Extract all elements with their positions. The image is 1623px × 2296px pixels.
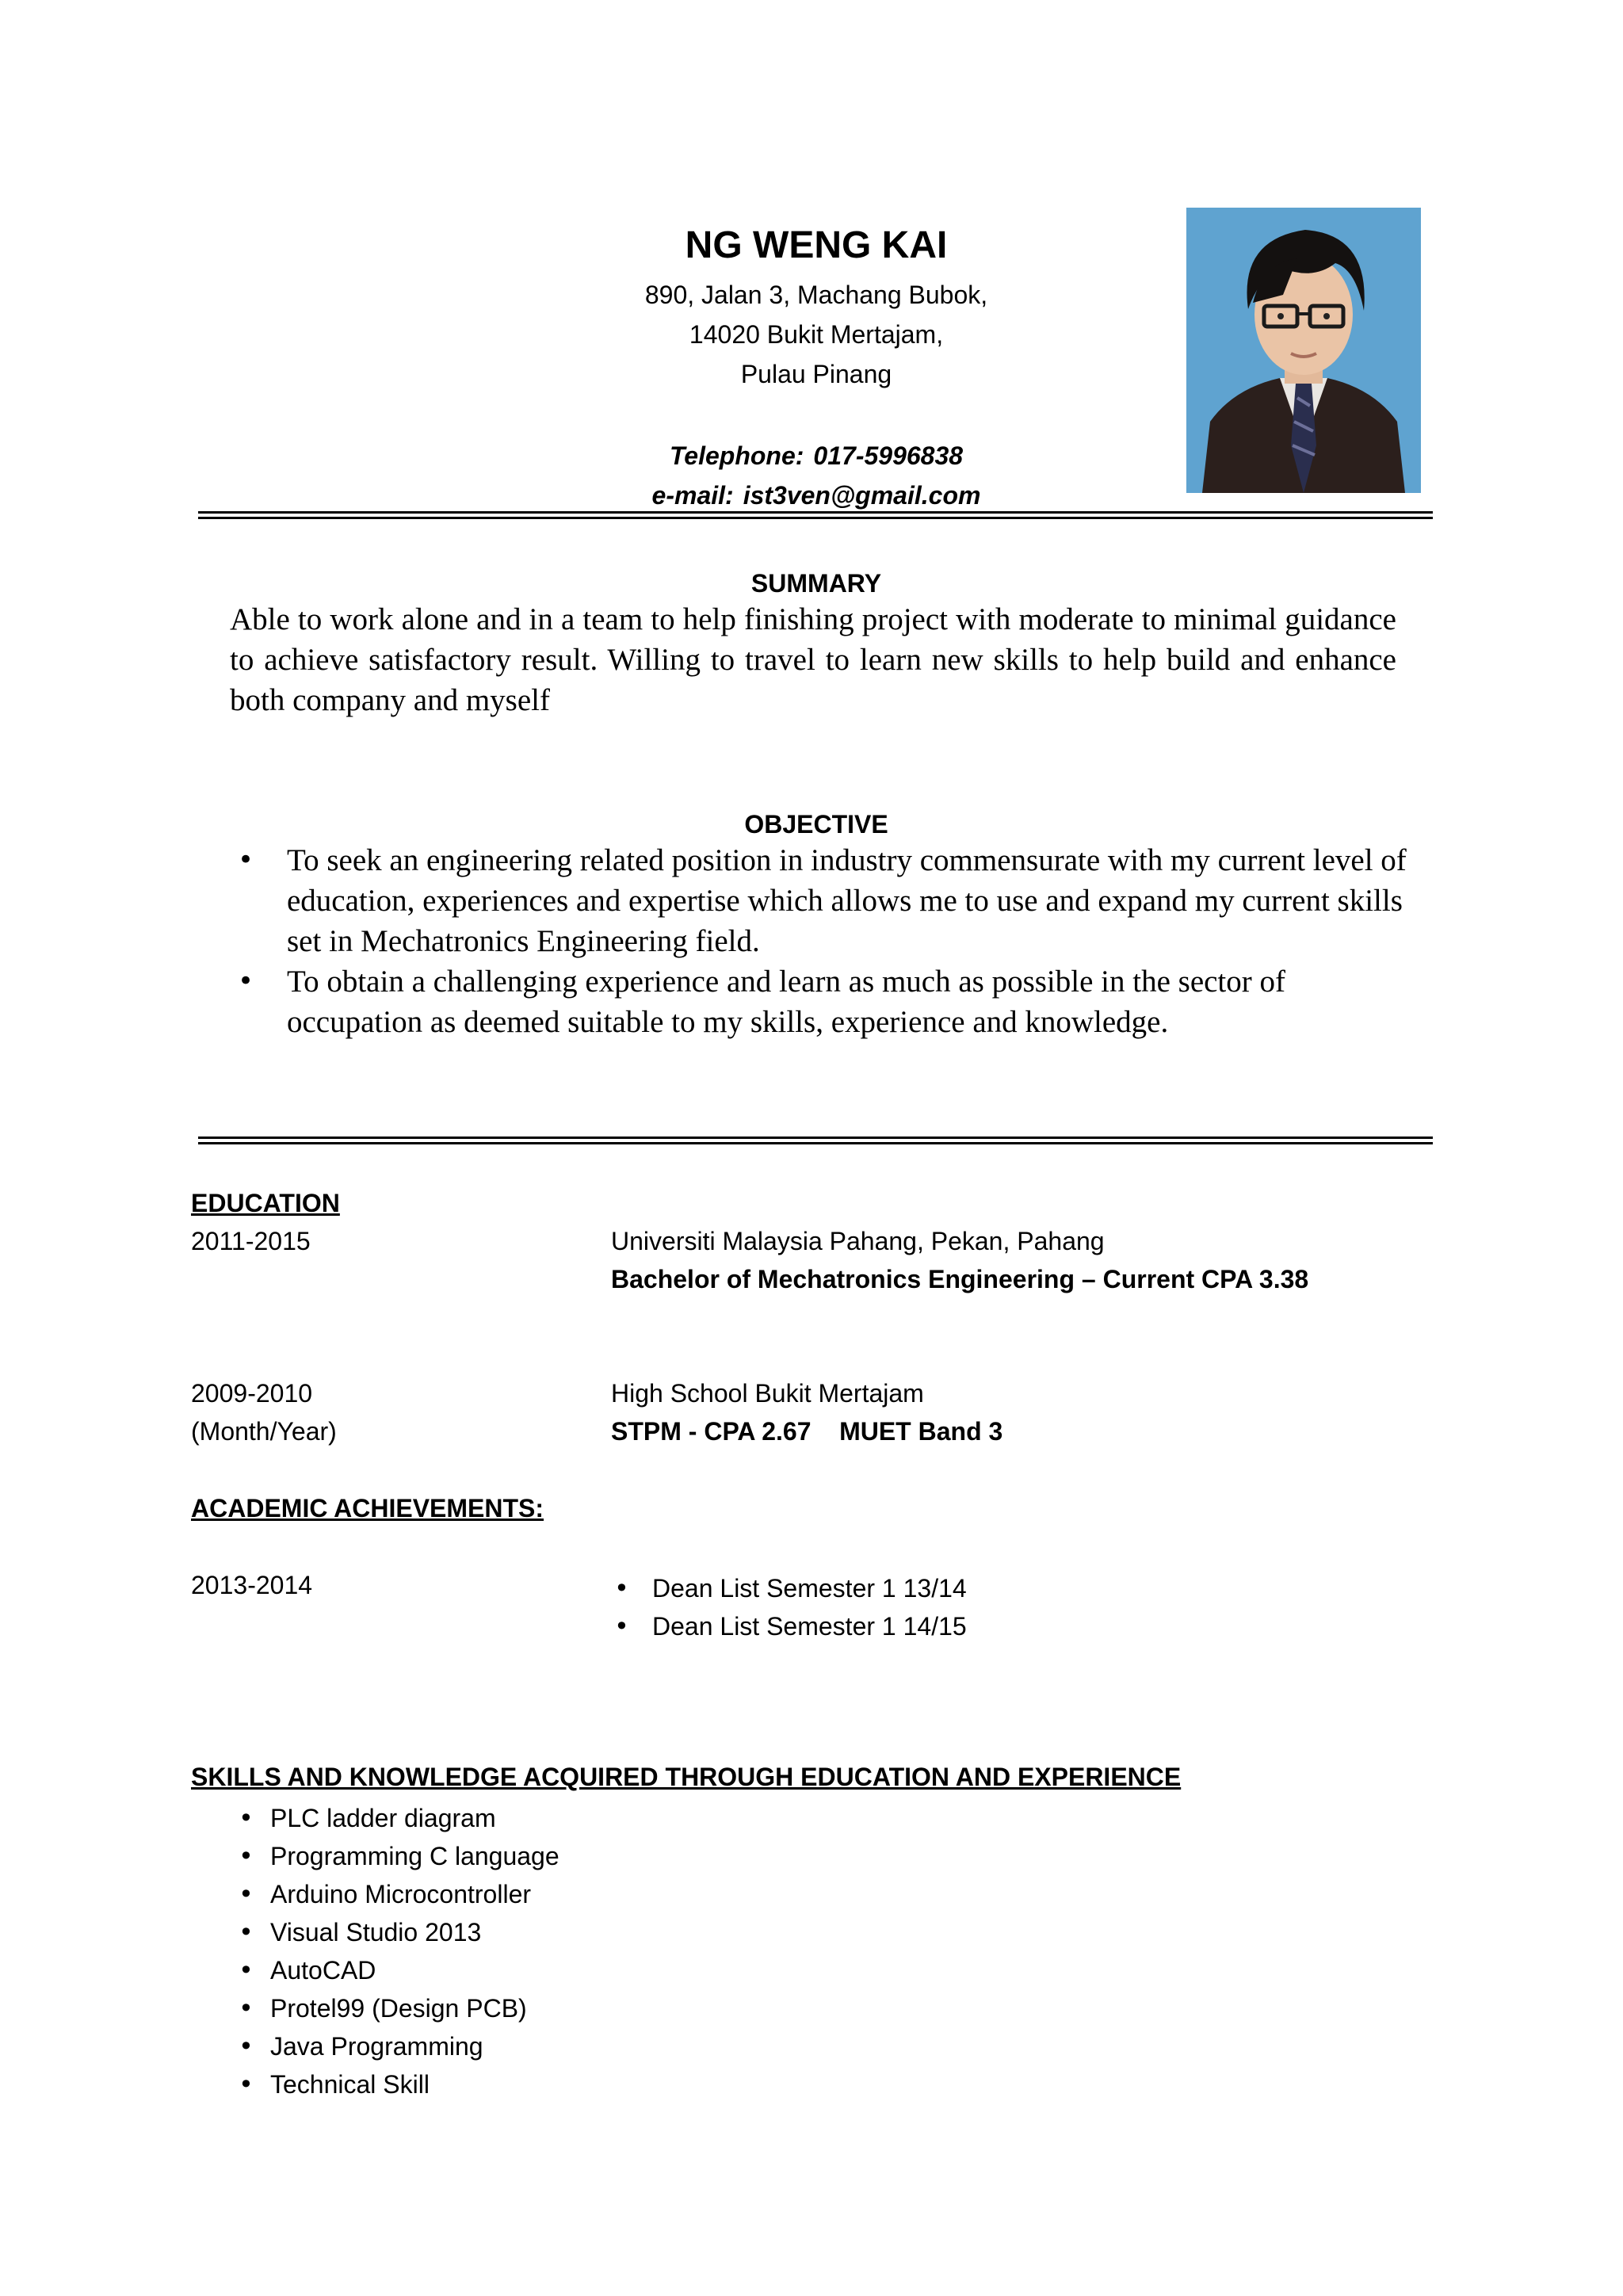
education-institution: Universiti Malaysia Pahang, Pekan, Pahang [611, 1227, 1105, 1255]
address-line-2: 14020 Bukit Mertajam, [689, 320, 944, 349]
profile-photo [1186, 208, 1421, 493]
telephone-label: Telephone: [669, 441, 804, 470]
email-label: e-mail: [651, 481, 734, 510]
objective-item: • To seek an engineering related position in industry commensurate with my current level of education, experiences and expertise which allows me to use and expand my current skills set in Mechatronics Engineering field. [230, 840, 1412, 961]
achievement-item: • Dean List Semester 1 14/15 [611, 1607, 967, 1645]
skills-heading: SKILLS AND KNOWLEDGE ACQUIRED THROUGH EDUCATION AND EXPERIENCE [191, 1763, 1182, 1791]
skill-item: • Programming C language [239, 1837, 559, 1875]
section-divider [198, 1137, 1433, 1144]
address-line-1: 890, Jalan 3, Machang Bubok, [644, 281, 988, 309]
education-date-note: (Month/Year) [191, 1417, 337, 1446]
achievements-heading: ACADEMIC ACHIEVEMENTS: [191, 1494, 544, 1522]
education-detail: Bachelor of Mechatronics Engineering – Current CPA 3.38 [611, 1265, 1309, 1293]
skill-item: • Java Programming [239, 2027, 559, 2065]
objective-list [230, 840, 1419, 1042]
header-divider [198, 511, 1433, 519]
objective-item: • To obtain a challenging experience and learn as much as possible in the sector of occupation as deemed suitable to my skills, experience and knowledge. [230, 961, 1412, 1042]
skills-list [239, 1799, 559, 2103]
summary-heading: SUMMARY [750, 569, 882, 598]
skill-item: • Technical Skill [239, 2065, 559, 2103]
resume-name: NG WENG KAI [685, 224, 948, 266]
email-value: ist3ven@gmail.com [743, 481, 981, 510]
achievement-item: • Dean List Semester 1 13/14 [611, 1569, 967, 1607]
address-line-3: Pulau Pinang [740, 360, 892, 388]
skill-item: • Protel99 (Design PCB) [239, 1989, 559, 2027]
education-years: 2011-2015 [191, 1227, 311, 1255]
summary-text: Able to work alone and in a team to help finishing project with moderate to minimal guidance to achieve satisfactory result. Willing to travel to learn new skills to help build and enhance both company and myself [230, 602, 1396, 717]
skill-item: • PLC ladder diagram [239, 1799, 559, 1837]
telephone-value: 017-5996838 [813, 441, 964, 470]
education-heading: EDUCATION [191, 1189, 340, 1217]
achievements-list [611, 1569, 967, 1645]
education-years: 2009-2010 [191, 1379, 313, 1408]
education-institution: High School Bukit Mertajam [611, 1379, 924, 1408]
education-detail: STPM - CPA 2.67 MUET Band 3 [611, 1417, 1003, 1446]
skill-item: • Visual Studio 2013 [239, 1913, 559, 1951]
skill-item: • Arduino Microcontroller [239, 1875, 559, 1913]
achievements-years: 2013-2014 [191, 1571, 313, 1599]
skill-item: • AutoCAD [239, 1951, 559, 1989]
objective-heading: OBJECTIVE [744, 810, 888, 839]
